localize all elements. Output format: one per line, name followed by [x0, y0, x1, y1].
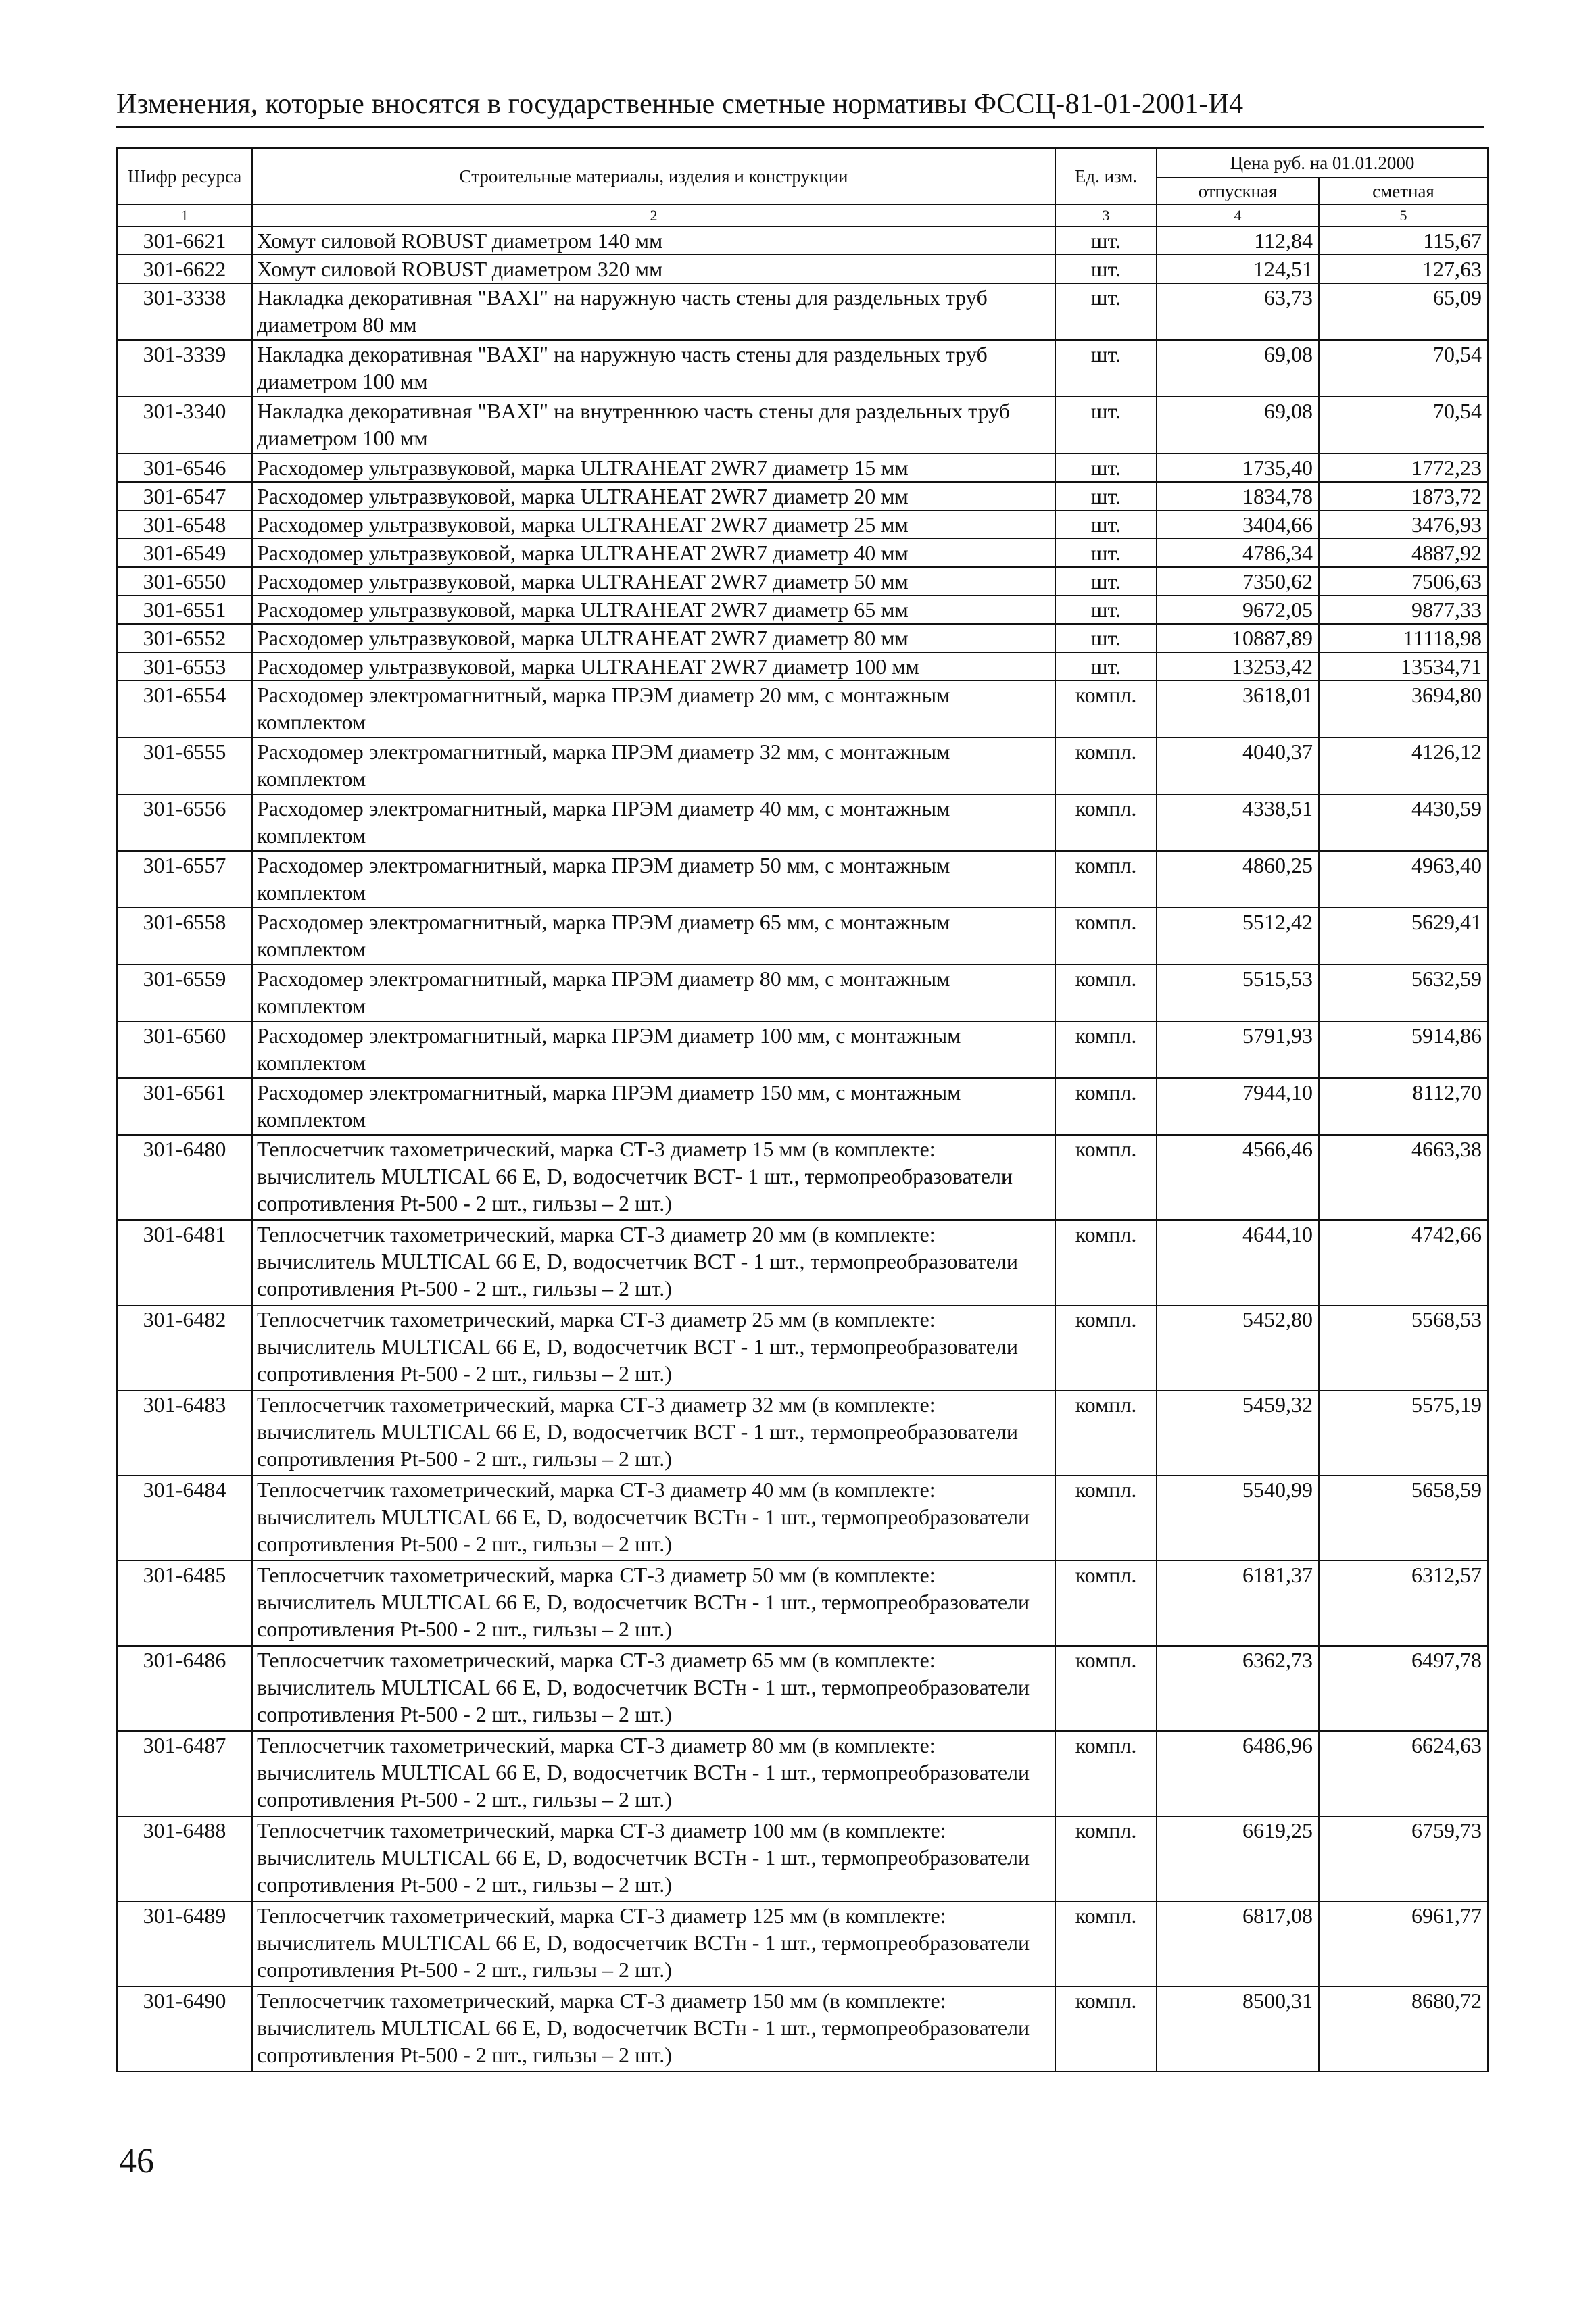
page-title: Изменения, которые вносятся в государственные сметные нормативы ФССЦ-81-01-2001-И4	[116, 89, 1244, 120]
resource-code: 301-6621	[117, 226, 252, 255]
material-name: Расходомер электромагнитный, марка ПРЭМ диаметр 50 мм, с монтажным комплектом	[252, 851, 1055, 908]
release-price: 4786,34	[1157, 539, 1319, 567]
resource-code: 301-6482	[117, 1305, 252, 1390]
release-price: 63,73	[1157, 283, 1319, 340]
table-row	[117, 737, 1488, 794]
unit: компл.	[1055, 908, 1157, 965]
material-name: Теплосчетчик тахометрический, марка СТ-3 диаметр 32 мм (в комплекте: вычислитель MULTICAL 66 E, D, водосчетчик ВСТ - 1 шт., термопреобразователи сопротивления Pt-500 - 2 шт., гильзы – 2 шт.)	[252, 1390, 1055, 1476]
unit: шт.	[1055, 255, 1157, 283]
estimate-price: 5575,19	[1319, 1390, 1488, 1476]
column-number: 5	[1319, 205, 1488, 226]
unit: компл.	[1055, 1476, 1157, 1561]
estimate-price: 4663,38	[1319, 1135, 1488, 1220]
estimate-price: 4887,92	[1319, 539, 1488, 567]
unit: компл.	[1055, 1816, 1157, 1901]
table-row	[117, 1731, 1488, 1816]
resource-code: 301-6488	[117, 1816, 252, 1901]
unit: компл.	[1055, 965, 1157, 1021]
resource-code: 301-3338	[117, 283, 252, 340]
estimate-price: 1772,23	[1319, 454, 1488, 482]
table-row	[117, 1561, 1488, 1646]
estimate-price: 4963,40	[1319, 851, 1488, 908]
unit: шт.	[1055, 567, 1157, 595]
material-name: Расходомер электромагнитный, марка ПРЭМ диаметр 100 мм, с монтажным комплектом	[252, 1021, 1055, 1078]
unit: шт.	[1055, 595, 1157, 624]
table-row	[117, 1021, 1488, 1078]
table-row	[117, 851, 1488, 908]
unit: компл.	[1055, 1646, 1157, 1731]
column-number: 4	[1157, 205, 1319, 226]
unit: компл.	[1055, 1021, 1157, 1078]
table-row	[117, 1476, 1488, 1561]
material-name: Хомут силовой ROBUST диаметром 140 мм	[252, 226, 1055, 255]
resource-code: 301-6550	[117, 567, 252, 595]
table-row	[117, 681, 1488, 737]
material-name: Теплосчетчик тахометрический, марка СТ-3 диаметр 80 мм (в комплекте: вычислитель MULTICAL 66 E, D, водосчетчик ВСТн - 1 шт., термопреобразователи сопротивления Pt-500 - 2 шт., гильзы – 2 шт.)	[252, 1731, 1055, 1816]
unit: компл.	[1055, 737, 1157, 794]
unit: компл.	[1055, 681, 1157, 737]
resource-code: 301-6551	[117, 595, 252, 624]
material-name: Теплосчетчик тахометрический, марка СТ-3 диаметр 100 мм (в комплекте: вычислитель MULTICAL 66 E, D, водосчетчик ВСТн - 1 шт., термопреобразователи сопротивления Pt-500 - 2 шт., гильзы – 2 шт.)	[252, 1816, 1055, 1901]
resource-code: 301-6560	[117, 1021, 252, 1078]
resource-code: 301-6480	[117, 1135, 252, 1220]
material-name: Теплосчетчик тахометрический, марка СТ-3 диаметр 15 мм (в комплекте: вычислитель MULTICAL 66 E, D, водосчетчик ВСТ- 1 шт., термопреобразователи сопротивления Pt-500 - 2 шт., гильзы – 2 шт.)	[252, 1135, 1055, 1220]
release-price: 4338,51	[1157, 794, 1319, 851]
release-price: 10887,89	[1157, 624, 1319, 652]
table-row	[117, 1220, 1488, 1305]
table-row	[117, 652, 1488, 681]
material-name: Расходомер ультразвуковой, марка ULTRAHEAT 2WR7 диаметр 65 мм	[252, 595, 1055, 624]
unit: компл.	[1055, 1561, 1157, 1646]
estimate-price: 4742,66	[1319, 1220, 1488, 1305]
resource-code: 301-6483	[117, 1390, 252, 1476]
table-row	[117, 1987, 1488, 2072]
column-number: 3	[1055, 205, 1157, 226]
material-name: Расходомер электромагнитный, марка ПРЭМ диаметр 32 мм, с монтажным комплектом	[252, 737, 1055, 794]
material-name: Расходомер электромагнитный, марка ПРЭМ диаметр 40 мм, с монтажным комплектом	[252, 794, 1055, 851]
release-price: 69,08	[1157, 397, 1319, 454]
material-name: Накладка декоративная "BAXI" на наружную часть стены для раздельных труб диаметром 80 мм	[252, 283, 1055, 340]
table-row	[117, 1816, 1488, 1901]
column-number: 2	[252, 205, 1055, 226]
price-table	[116, 147, 1489, 2072]
estimate-price: 70,54	[1319, 397, 1488, 454]
material-name: Расходомер ультразвуковой, марка ULTRAHEAT 2WR7 диаметр 15 мм	[252, 454, 1055, 482]
release-price: 1834,78	[1157, 482, 1319, 510]
resource-code: 301-6548	[117, 510, 252, 539]
material-name: Теплосчетчик тахометрический, марка СТ-3 диаметр 65 мм (в комплекте: вычислитель MULTICAL 66 E, D, водосчетчик ВСТн - 1 шт., термопреобразователи сопротивления Pt-500 - 2 шт., гильзы – 2 шт.)	[252, 1646, 1055, 1731]
table-row	[117, 908, 1488, 965]
release-price: 4644,10	[1157, 1220, 1319, 1305]
estimate-price: 6497,78	[1319, 1646, 1488, 1731]
estimate-price: 5658,59	[1319, 1476, 1488, 1561]
table-row	[117, 255, 1488, 283]
table-row	[117, 567, 1488, 595]
unit: компл.	[1055, 1135, 1157, 1220]
table-row	[117, 482, 1488, 510]
release-price: 3618,01	[1157, 681, 1319, 737]
estimate-price: 9877,33	[1319, 595, 1488, 624]
resource-code: 301-6556	[117, 794, 252, 851]
estimate-price: 1873,72	[1319, 482, 1488, 510]
unit: компл.	[1055, 1731, 1157, 1816]
material-name: Расходомер ультразвуковой, марка ULTRAHEAT 2WR7 диаметр 100 мм	[252, 652, 1055, 681]
material-name: Расходомер ультразвуковой, марка ULTRAHEAT 2WR7 диаметр 20 мм	[252, 482, 1055, 510]
estimate-price: 5629,41	[1319, 908, 1488, 965]
estimate-price: 7506,63	[1319, 567, 1488, 595]
estimate-price: 4126,12	[1319, 737, 1488, 794]
release-price: 3404,66	[1157, 510, 1319, 539]
table-row	[117, 1078, 1488, 1135]
release-price: 6181,37	[1157, 1561, 1319, 1646]
material-name: Накладка декоративная "BAXI" на наружную часть стены для раздельных труб диаметром 100 мм	[252, 340, 1055, 397]
table-row	[117, 510, 1488, 539]
unit: компл.	[1055, 1987, 1157, 2072]
material-name: Расходомер электромагнитный, марка ПРЭМ диаметр 80 мм, с монтажным комплектом	[252, 965, 1055, 1021]
material-name: Теплосчетчик тахометрический, марка СТ-3 диаметр 40 мм (в комплекте: вычислитель MULTICAL 66 E, D, водосчетчик ВСТн - 1 шт., термопреобразователи сопротивления Pt-500 - 2 шт., гильзы – 2 шт.)	[252, 1476, 1055, 1561]
release-price: 4566,46	[1157, 1135, 1319, 1220]
unit: шт.	[1055, 652, 1157, 681]
header-release-price: отпускная	[1157, 178, 1319, 205]
unit: шт.	[1055, 539, 1157, 567]
unit: компл.	[1055, 794, 1157, 851]
header-unit: Ед. изм.	[1055, 148, 1157, 205]
unit: компл.	[1055, 1078, 1157, 1135]
estimate-price: 5914,86	[1319, 1021, 1488, 1078]
resource-code: 301-3340	[117, 397, 252, 454]
release-price: 124,51	[1157, 255, 1319, 283]
release-price: 5512,42	[1157, 908, 1319, 965]
release-price: 5540,99	[1157, 1476, 1319, 1561]
material-name: Теплосчетчик тахометрический, марка СТ-3 диаметр 150 мм (в комплекте: вычислитель MULTICAL 66 E, D, водосчетчик ВСТн - 1 шт., термопреобразователи сопротивления Pt-500 - 2 шт., гильзы – 2 шт.)	[252, 1987, 1055, 2072]
header-divider	[116, 126, 1484, 128]
table-row	[117, 397, 1488, 454]
table-row	[117, 595, 1488, 624]
unit: шт.	[1055, 624, 1157, 652]
header-name: Строительные материалы, изделия и конструкции	[252, 148, 1055, 205]
material-name: Расходомер ультразвуковой, марка ULTRAHEAT 2WR7 диаметр 50 мм	[252, 567, 1055, 595]
estimate-price: 70,54	[1319, 340, 1488, 397]
estimate-price: 6312,57	[1319, 1561, 1488, 1646]
resource-code: 301-6485	[117, 1561, 252, 1646]
table-row	[117, 794, 1488, 851]
table-row	[117, 340, 1488, 397]
unit: шт.	[1055, 226, 1157, 255]
estimate-price: 6961,77	[1319, 1901, 1488, 1987]
table-row	[117, 283, 1488, 340]
resource-code: 301-6557	[117, 851, 252, 908]
resource-code: 301-6549	[117, 539, 252, 567]
release-price: 13253,42	[1157, 652, 1319, 681]
estimate-price: 65,09	[1319, 283, 1488, 340]
header-estimate-price: сметная	[1319, 178, 1488, 205]
table-row	[117, 1135, 1488, 1220]
estimate-price: 127,63	[1319, 255, 1488, 283]
release-price: 4040,37	[1157, 737, 1319, 794]
release-price: 7944,10	[1157, 1078, 1319, 1135]
resource-code: 301-6553	[117, 652, 252, 681]
price-table-container	[116, 147, 1487, 2072]
material-name: Расходомер ультразвуковой, марка ULTRAHEAT 2WR7 диаметр 25 мм	[252, 510, 1055, 539]
release-price: 6486,96	[1157, 1731, 1319, 1816]
estimate-price: 4430,59	[1319, 794, 1488, 851]
header-price-group: Цена руб. на 01.01.2000	[1157, 148, 1488, 178]
estimate-price: 3694,80	[1319, 681, 1488, 737]
table-row	[117, 539, 1488, 567]
release-price: 6817,08	[1157, 1901, 1319, 1987]
resource-code: 301-6487	[117, 1731, 252, 1816]
table-row	[117, 965, 1488, 1021]
page-number: 46	[119, 2142, 154, 2180]
release-price: 4860,25	[1157, 851, 1319, 908]
release-price: 5459,32	[1157, 1390, 1319, 1476]
estimate-price: 6624,63	[1319, 1731, 1488, 1816]
unit: шт.	[1055, 397, 1157, 454]
unit: компл.	[1055, 851, 1157, 908]
estimate-price: 8112,70	[1319, 1078, 1488, 1135]
resource-code: 301-6546	[117, 454, 252, 482]
estimate-price: 8680,72	[1319, 1987, 1488, 2072]
resource-code: 301-6486	[117, 1646, 252, 1731]
header-code: Шифр ресурса	[117, 148, 252, 205]
column-number: 1	[117, 205, 252, 226]
unit: шт.	[1055, 482, 1157, 510]
material-name: Расходомер электромагнитный, марка ПРЭМ диаметр 65 мм, с монтажным комплектом	[252, 908, 1055, 965]
unit: шт.	[1055, 340, 1157, 397]
material-name: Расходомер электромагнитный, марка ПРЭМ диаметр 150 мм, с монтажным комплектом	[252, 1078, 1055, 1135]
release-price: 7350,62	[1157, 567, 1319, 595]
material-name: Расходомер ультразвуковой, марка ULTRAHEAT 2WR7 диаметр 80 мм	[252, 624, 1055, 652]
table-row	[117, 1305, 1488, 1390]
release-price: 5791,93	[1157, 1021, 1319, 1078]
material-name: Расходомер ультразвуковой, марка ULTRAHEAT 2WR7 диаметр 40 мм	[252, 539, 1055, 567]
material-name: Теплосчетчик тахометрический, марка СТ-3 диаметр 50 мм (в комплекте: вычислитель MULTICAL 66 E, D, водосчетчик ВСТн - 1 шт., термопреобразователи сопротивления Pt-500 - 2 шт., гильзы – 2 шт.)	[252, 1561, 1055, 1646]
resource-code: 301-6552	[117, 624, 252, 652]
estimate-price: 5632,59	[1319, 965, 1488, 1021]
release-price: 1735,40	[1157, 454, 1319, 482]
unit: шт.	[1055, 283, 1157, 340]
table-row	[117, 1390, 1488, 1476]
resource-code: 301-3339	[117, 340, 252, 397]
estimate-price: 6759,73	[1319, 1816, 1488, 1901]
material-name: Расходомер электромагнитный, марка ПРЭМ диаметр 20 мм, с монтажным комплектом	[252, 681, 1055, 737]
resource-code: 301-6555	[117, 737, 252, 794]
release-price: 6619,25	[1157, 1816, 1319, 1901]
estimate-price: 11118,98	[1319, 624, 1488, 652]
unit: шт.	[1055, 454, 1157, 482]
resource-code: 301-6558	[117, 908, 252, 965]
material-name: Теплосчетчик тахометрический, марка СТ-3 диаметр 25 мм (в комплекте: вычислитель MULTICAL 66 E, D, водосчетчик ВСТ - 1 шт., термопреобразователи сопротивления Pt-500 - 2 шт., гильзы – 2 шт.)	[252, 1305, 1055, 1390]
estimate-price: 5568,53	[1319, 1305, 1488, 1390]
material-name: Теплосчетчик тахометрический, марка СТ-3 диаметр 125 мм (в комплекте: вычислитель MULTICAL 66 E, D, водосчетчик ВСТн - 1 шт., термопреобразователи сопротивления Pt-500 - 2 шт., гильзы – 2 шт.)	[252, 1901, 1055, 1987]
resource-code: 301-6481	[117, 1220, 252, 1305]
resource-code: 301-6547	[117, 482, 252, 510]
table-row	[117, 1646, 1488, 1731]
table-row	[117, 226, 1488, 255]
estimate-price: 115,67	[1319, 226, 1488, 255]
table-row	[117, 454, 1488, 482]
resource-code: 301-6554	[117, 681, 252, 737]
table-row	[117, 1901, 1488, 1987]
release-price: 9672,05	[1157, 595, 1319, 624]
resource-code: 301-6559	[117, 965, 252, 1021]
material-name: Хомут силовой ROBUST диаметром 320 мм	[252, 255, 1055, 283]
resource-code: 301-6561	[117, 1078, 252, 1135]
resource-code: 301-6490	[117, 1987, 252, 2072]
estimate-price: 13534,71	[1319, 652, 1488, 681]
material-name: Теплосчетчик тахометрический, марка СТ-3 диаметр 20 мм (в комплекте: вычислитель MULTICAL 66 E, D, водосчетчик ВСТ - 1 шт., термопреобразователи сопротивления Pt-500 - 2 шт., гильзы – 2 шт.)	[252, 1220, 1055, 1305]
estimate-price: 3476,93	[1319, 510, 1488, 539]
unit: компл.	[1055, 1220, 1157, 1305]
release-price: 112,84	[1157, 226, 1319, 255]
release-price: 6362,73	[1157, 1646, 1319, 1731]
release-price: 5452,80	[1157, 1305, 1319, 1390]
unit: шт.	[1055, 510, 1157, 539]
resource-code: 301-6489	[117, 1901, 252, 1987]
release-price: 69,08	[1157, 340, 1319, 397]
material-name: Накладка декоративная "BAXI" на внутреннюю часть стены для раздельных труб диаметром 100 мм	[252, 397, 1055, 454]
resource-code: 301-6484	[117, 1476, 252, 1561]
release-price: 5515,53	[1157, 965, 1319, 1021]
table-row	[117, 624, 1488, 652]
release-price: 8500,31	[1157, 1987, 1319, 2072]
unit: компл.	[1055, 1901, 1157, 1987]
unit: компл.	[1055, 1305, 1157, 1390]
unit: компл.	[1055, 1390, 1157, 1476]
resource-code: 301-6622	[117, 255, 252, 283]
column-number-row	[117, 205, 1488, 226]
